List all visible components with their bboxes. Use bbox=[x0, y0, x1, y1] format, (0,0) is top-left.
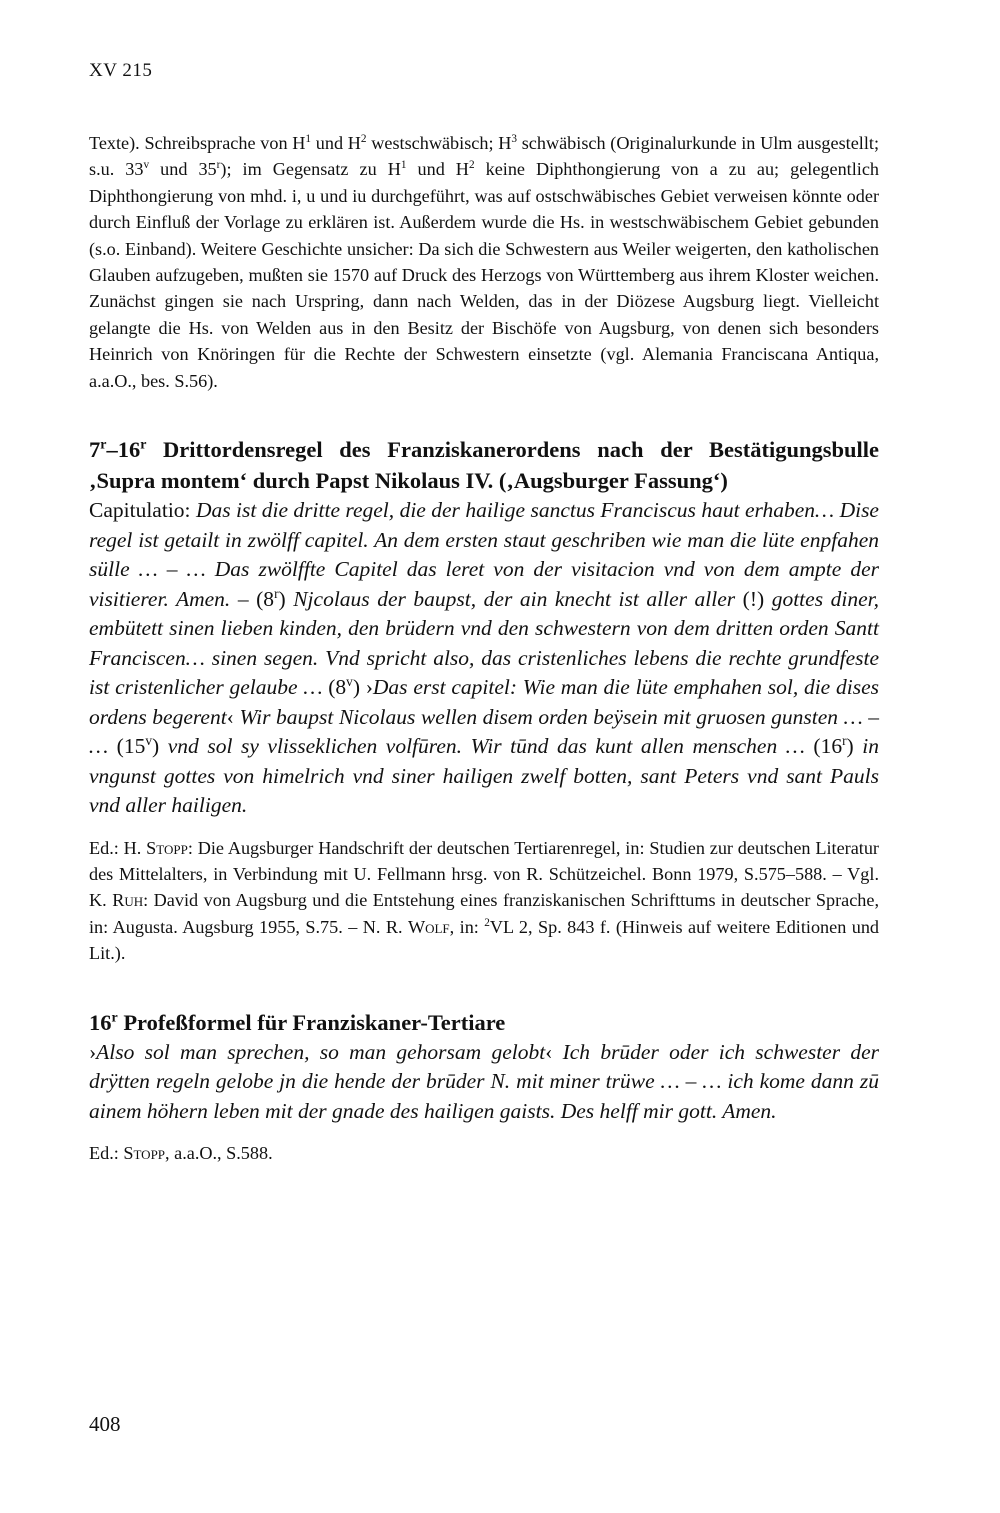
intro-text: keine Diphthongierung von a zu au; gelegentlich Diphthongierung von mhd. i, u und iu durchgeführt, was auf ostschwäbisches Gebiet verweisen könnte oder durch Einfluß der Vorlage zu erklären ist. Außerdem wurde die Hs. in westschwäbischem Gebiet gebunden (s.o. Einband). Weitere Geschichte unsicher: Da sich die Schwestern aus Weiler weigerten, den katholischen Glauben aufzugeben, mußten sie 1570 auf Druck des Herzogs von Württemberg aus ihrem Kloster weichen. Zunächst gingen sie nach Urspring, dann nach Welden, das in der Diözese Augsburg liegt. Vielleicht gelangte die Hs. von Welden aus in den Besitz der Bischöfe von Augsburg, von denen sich besonders Heinrich von Knöringen für die Rechte der Schwestern einsetzte (vgl. Alemania Franciscana Antiqua, a.a.O., bes. S.56). bbox=[89, 159, 880, 391]
superscript: v bbox=[145, 732, 153, 748]
quoted-text: Also sol man sprechen, so man gehorsam gelobt bbox=[96, 1039, 546, 1064]
superscript: 1 bbox=[400, 159, 407, 172]
folio-ref: 7 bbox=[89, 437, 101, 463]
folio-ref: ) bbox=[278, 586, 294, 611]
folio-ref: 16 bbox=[89, 1009, 112, 1035]
quoted-text: gottes diner, embütett sinen lieben kinden, den brüdern vnd den schwestern von dem dritten orden Santt Franciscen… sinen segen. Vnd spricht also, das cristenliches lebens die rechte grundfeste ist cristenlicher gelaube … bbox=[89, 586, 879, 700]
section-title-text: Drittordensregel des Franziskanerordens nach der Bestätigungsbulle ‚Supra montem‘ durch Papst Nikolaus IV. (‚Augsburger Fassung‘) bbox=[89, 437, 879, 494]
editorial-mark: (!) bbox=[735, 586, 772, 611]
superscript: r bbox=[216, 159, 221, 172]
quoted-text: in vngunst gottes von himelrich vnd siner hailigen zwelf botten, sant Peters vnd sant Pauls vnd aller hailigen. bbox=[89, 734, 879, 818]
author-name: Ruh bbox=[112, 890, 144, 911]
folio-ref: (15 bbox=[108, 734, 146, 759]
folio-ref: –16 bbox=[106, 437, 141, 463]
citation-text: , in: bbox=[449, 916, 485, 937]
folio-ref: – (8 bbox=[230, 586, 275, 611]
quoted-text: Wir baupst Nicolaus wellen disem orden beÿsein mit gruosen gunsten … – … bbox=[89, 704, 879, 759]
superscript: 2 bbox=[484, 916, 490, 929]
section-body bbox=[89, 1038, 879, 1127]
superscript: 3 bbox=[511, 132, 517, 145]
superscript: v bbox=[346, 673, 353, 689]
capitulatio-label: Capitulatio: bbox=[89, 498, 196, 523]
superscript: v bbox=[143, 159, 150, 172]
section-drittordensregel bbox=[89, 434, 879, 967]
section-title bbox=[89, 1007, 879, 1038]
superscript: 1 bbox=[305, 132, 312, 145]
citation-text: , a.a.O., S.588. bbox=[165, 1143, 273, 1164]
edition-label: Ed.: H. bbox=[89, 837, 147, 858]
citation-text: VL 2, Sp. 843 f. (Hinweis auf weitere Editionen und Lit.). bbox=[89, 916, 880, 964]
folio-ref: ) bbox=[152, 734, 168, 759]
quoted-text: vnd sol sy vlissеklichen volfūren. Wir tūnd das kunt allen menschen … bbox=[167, 734, 805, 759]
citation-text: : Die Augsburger Handschrift der deutschen Tertiarenregel, in: Studien zur deutschen Literatur des Mittelalters, in Verbindung mit U. Fellmann hrsg. von R. Schützeichel. Bonn 1979, S.575–588. – Vgl. K. bbox=[89, 837, 879, 911]
folio-ref: (16 bbox=[804, 734, 843, 759]
intro-text: schwäbisch (Originalurkunde in Ulm ausgestellt; s.u. 33 bbox=[89, 133, 880, 180]
quoted-text: Njcolaus der baupst, der ain knecht ist aller aller bbox=[293, 586, 736, 611]
author-name: Stopp bbox=[146, 837, 188, 858]
section-professformel bbox=[89, 1007, 879, 1167]
editorial-mark: ‹ bbox=[226, 704, 240, 729]
page-content bbox=[89, 60, 879, 1167]
intro-text: und H bbox=[406, 159, 469, 180]
intro-text: Texte). Schreibsprache von H bbox=[89, 133, 306, 153]
superscript: r bbox=[100, 437, 107, 453]
section-body bbox=[89, 496, 879, 821]
running-head: XV 215 bbox=[89, 60, 153, 81]
intro-text: und 35 bbox=[149, 159, 217, 180]
page-number: 408 bbox=[89, 1412, 121, 1436]
folio-ref: (8 bbox=[322, 675, 347, 700]
intro-text: und H bbox=[311, 133, 361, 153]
citation-text: : David von Augsburg und die Entstehung eines franziskanischen Schrifttums in deutscher Sprache, in: Augusta. Augsburg 1955, S.75. – N. R. bbox=[89, 890, 879, 937]
superscript: r bbox=[842, 732, 847, 748]
superscript: 2 bbox=[468, 159, 475, 172]
superscript: 2 bbox=[360, 132, 367, 145]
quoted-text: Das ist die dritte regel, die der hailige sanctus Franciscus haut erhaben… Dise regel ist getailt in zwölff capitel. An dem ersten staut geschriben wie man die lüte enpfahen sülle … – … Das zwölffte Capitel das leret von der visitacion vnd von dem ampte der visitierer. Amen. bbox=[89, 498, 879, 611]
superscript: r bbox=[111, 1010, 118, 1026]
quoted-text: Ich brūder oder ich schwester der drÿtten regeln gelobe jn die hende der brūder N. mit miner trüwe … – … ich kome dann zū ainem höhern leben mit der gnade des hailigen gaists. Des helff mir gott. Amen. bbox=[89, 1039, 879, 1123]
intro-text: westschwäbisch; H bbox=[366, 133, 512, 153]
editorial-mark: ‹ bbox=[545, 1039, 563, 1064]
edition-label: Ed.: bbox=[89, 1143, 124, 1164]
superscript: r bbox=[140, 437, 147, 453]
section-title bbox=[89, 434, 879, 496]
superscript: r bbox=[274, 585, 279, 601]
author-name: Wolf bbox=[407, 916, 450, 937]
section-title-text: Profeßformel für Franziskaner-Tertiare bbox=[117, 1009, 506, 1035]
edition-note bbox=[89, 835, 879, 967]
edition-note bbox=[89, 1140, 879, 1166]
folio-ref: ) › bbox=[352, 675, 373, 700]
intro-text: ); im Gegensatz zu H bbox=[220, 159, 401, 180]
editorial-mark: › bbox=[89, 1039, 97, 1064]
intro-paragraph bbox=[89, 130, 879, 394]
author-name: Stopp bbox=[123, 1143, 166, 1164]
folio-ref: ) bbox=[846, 734, 863, 759]
quoted-text: Das erst capitel: Wie man die lüte emphahen sol, die dises ordens begerent bbox=[89, 675, 879, 729]
